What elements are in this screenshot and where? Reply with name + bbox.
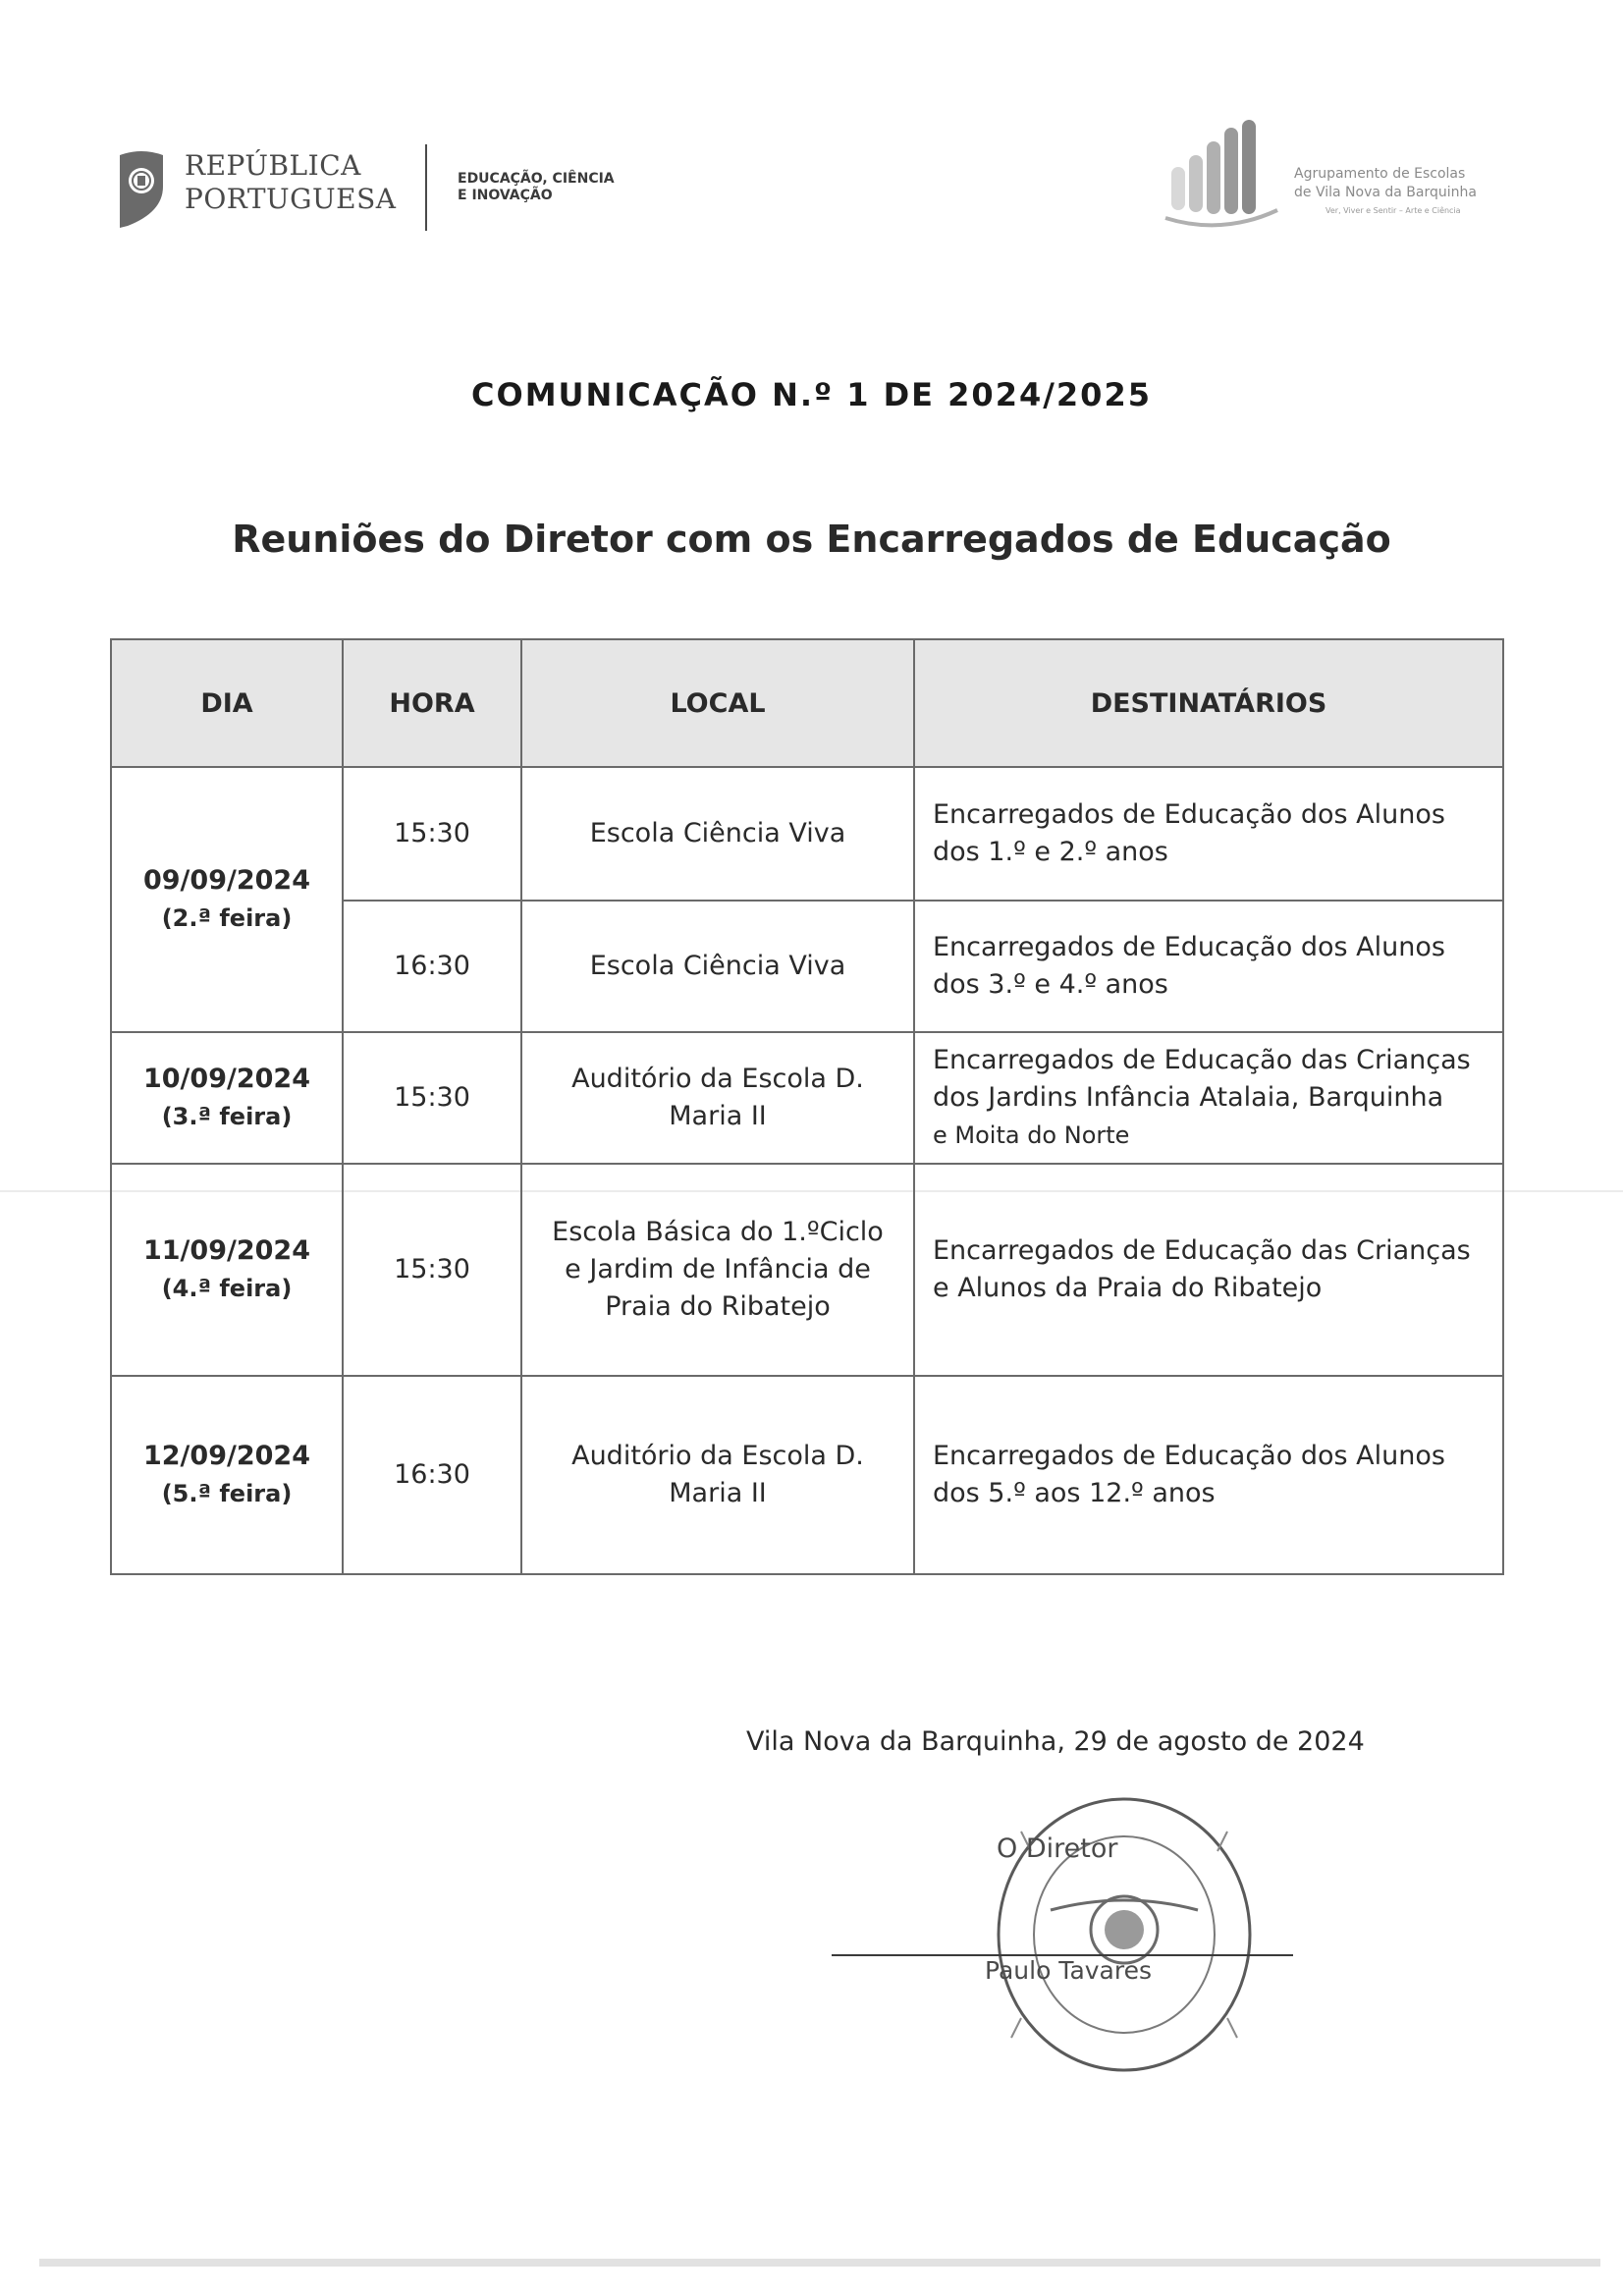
dia-weekday: (3.ª feira) <box>161 1103 293 1130</box>
cell-destinatarios <box>914 1376 1503 1574</box>
dia-date: 09/09/2024 <box>142 865 310 896</box>
dest-line: dos 3.º e 4.º anos <box>933 969 1168 1000</box>
table-header-row <box>111 639 1503 767</box>
local-line: Escola Básica do 1.ºCiclo <box>552 1217 884 1247</box>
table-row <box>111 1032 1503 1164</box>
document-subtitle: Reuniões do Diretor com os Encarregados de Educação <box>232 518 1391 561</box>
director-title: O Diretor <box>997 1833 1118 1864</box>
local-line: Maria II <box>669 1101 767 1131</box>
director-name: Paulo Tavares <box>985 1956 1153 1985</box>
local-line: Maria II <box>669 1478 767 1508</box>
dest-line: e Moita do Norte <box>933 1121 1130 1149</box>
dest-line: Encarregados de Educação dos Alunos <box>933 1441 1445 1471</box>
cell-local <box>521 1164 914 1376</box>
dia-weekday: (5.ª feira) <box>161 1480 293 1507</box>
republic-line-1: REPÚBLICA <box>185 149 361 182</box>
local-line: e Jardim de Infância de <box>565 1254 871 1285</box>
cell-dia <box>111 767 343 1032</box>
meetings-table <box>110 638 1504 1575</box>
document-title: COMUNICAÇÃO N.º 1 DE 2024/2025 <box>471 376 1152 413</box>
header-destinatarios: DESTINATÁRIOS <box>914 639 1503 767</box>
cell-hora: 15:30 <box>343 767 521 901</box>
agrupamento-name <box>1294 165 1477 202</box>
agrupamento-logo-icon <box>1163 116 1281 229</box>
header-dia: DIA <box>111 639 343 767</box>
cell-local <box>521 1032 914 1164</box>
dest-line: dos 1.º e 2.º anos <box>933 837 1168 867</box>
cell-hora: 16:30 <box>343 1376 521 1574</box>
dest-line: dos 5.º aos 12.º anos <box>933 1478 1216 1508</box>
local-line: Auditório da Escola D. <box>571 1064 864 1094</box>
ministry-line-1: EDUCAÇÃO, CIÊNCIA <box>458 171 615 187</box>
cell-destinatarios <box>914 1164 1503 1376</box>
ministry-name <box>458 171 615 204</box>
cell-local <box>521 1376 914 1574</box>
cell-local: Escola Ciência Viva <box>521 901 914 1032</box>
republica-portuguesa-emblem-icon <box>110 147 173 228</box>
table-row <box>111 767 1503 901</box>
header-hora: HORA <box>343 639 521 767</box>
agrupamento-line-2: de Vila Nova da Barquinha <box>1294 185 1477 200</box>
cell-destinatarios <box>914 1032 1503 1164</box>
ministry-line-2: E INOVAÇÃO <box>458 188 553 203</box>
dia-date: 11/09/2024 <box>142 1235 310 1266</box>
cell-hora: 15:30 <box>343 1164 521 1376</box>
dia-weekday: (4.ª feira) <box>161 1275 293 1302</box>
table-row <box>111 1376 1503 1574</box>
cell-destinatarios <box>914 767 1503 901</box>
cell-dia <box>111 1164 343 1376</box>
cell-local: Escola Ciência Viva <box>521 767 914 901</box>
cell-hora: 15:30 <box>343 1032 521 1164</box>
local-line: Praia do Ribatejo <box>605 1291 831 1322</box>
header-local: LOCAL <box>521 639 914 767</box>
dest-line: Encarregados de Educação das Crianças <box>933 1045 1471 1075</box>
agrupamento-motto: Ver, Viver e Sentir – Arte e Ciência <box>1325 206 1461 215</box>
dia-weekday: (2.ª feira) <box>161 904 293 932</box>
cell-hora: 16:30 <box>343 901 521 1032</box>
local-line: Auditório da Escola D. <box>571 1441 864 1471</box>
dest-line: e Alunos da Praia do Ribatejo <box>933 1273 1323 1303</box>
cell-destinatarios <box>914 901 1503 1032</box>
table-row <box>111 1164 1503 1376</box>
agrupamento-line-1: Agrupamento de Escolas <box>1294 166 1466 182</box>
header-divider <box>425 144 427 231</box>
dia-date: 12/09/2024 <box>142 1441 310 1471</box>
republic-line-2: PORTUGUESA <box>185 183 397 215</box>
republica-portuguesa-name <box>185 149 396 216</box>
cell-dia <box>111 1376 343 1574</box>
cell-dia <box>111 1032 343 1164</box>
place-and-date: Vila Nova da Barquinha, 29 de agosto de 2024 <box>746 1726 1365 1757</box>
dia-date: 10/09/2024 <box>142 1064 310 1094</box>
dest-line: Encarregados de Educação dos Alunos <box>933 932 1445 962</box>
dest-line: dos Jardins Infância Atalaia, Barquinha <box>933 1082 1444 1113</box>
scan-bottom-edge <box>39 2259 1600 2267</box>
dest-line: Encarregados de Educação das Crianças <box>933 1235 1471 1266</box>
dest-line: Encarregados de Educação dos Alunos <box>933 799 1445 830</box>
